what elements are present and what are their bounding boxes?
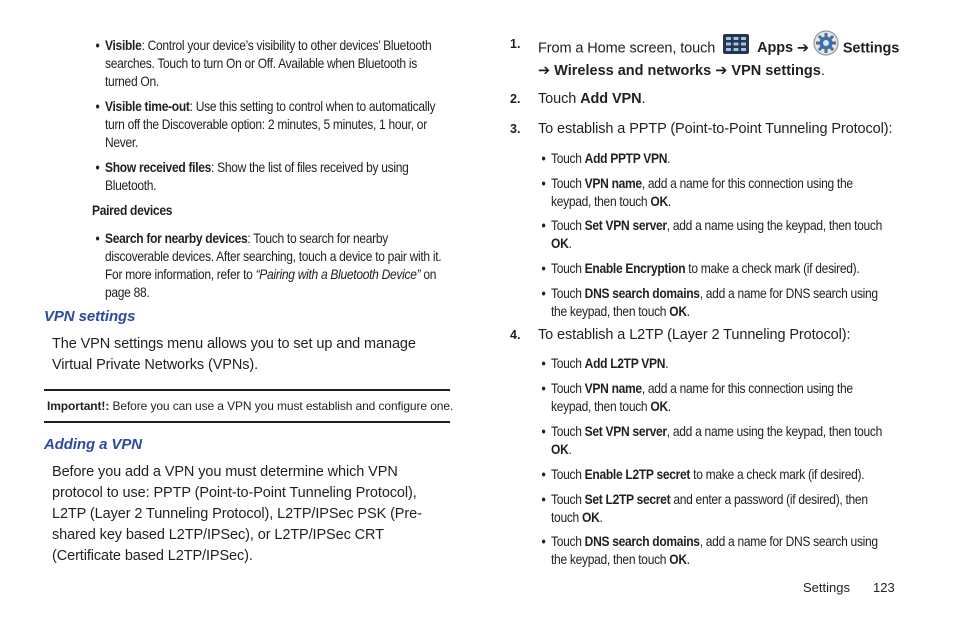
bullet-post: . — [665, 355, 669, 371]
bullet-dot: • — [541, 466, 546, 482]
step2-end: . — [641, 91, 646, 107]
bullet-pre: Touch — [551, 217, 585, 233]
bullet-post: and enter a password (if desired), then touch — [551, 491, 868, 525]
bullet-bold2: OK — [551, 441, 569, 457]
bullet-term: Search for nearby devices — [105, 230, 248, 246]
bullet-dot: • — [95, 230, 100, 246]
important-bottom-rule — [44, 421, 450, 423]
bullet-dot: • — [95, 159, 100, 175]
step2-pre: Touch — [538, 91, 581, 107]
bullet-bold: Set VPN server — [584, 217, 667, 233]
sub-bullet-item — [541, 422, 888, 458]
bullet-term: Visible time-out — [105, 98, 190, 114]
bullet-bold: Set L2TP secret — [584, 491, 671, 507]
bullet-post: , add a name using the keypad, then touch — [666, 217, 883, 233]
bullet-post: , add a name for DNS search using the keypad, then touch — [551, 533, 878, 567]
bullet-end: . — [568, 235, 572, 251]
vpn-settings-heading: VPN settings — [44, 308, 136, 325]
sub-bullet-item — [541, 284, 888, 320]
step-number: 2. — [510, 92, 521, 106]
step1-path: ➔ Wireless and networks ➔ VPN settings — [538, 63, 821, 79]
bullet-search-nearby — [95, 229, 449, 301]
apps-label: Apps — [757, 40, 793, 57]
bullet-bold: Add L2TP VPN — [584, 355, 666, 371]
bullet-bold2: OK — [650, 193, 668, 209]
vpn-settings-body: The VPN settings menu allows you to set up and manage Virtual Private Networks (VPNs). — [52, 336, 416, 373]
bullet-dot: • — [95, 98, 100, 114]
bullet-dot: • — [541, 380, 546, 396]
important-label: Important!: — [47, 399, 110, 413]
step2-text — [538, 89, 645, 110]
sub-bullet-item — [541, 149, 888, 167]
bullet-text: : Control your device’s visibility to other devices’ Bluetooth searches. Touch to turn On or Off. Available when Bluetooth is turned On. — [105, 37, 432, 89]
bullet-text: : Touch to search for nearby discoverable devices. After searching, touch a device to pair with it. For more information, refer to — [105, 230, 442, 282]
step1-line1 — [538, 34, 918, 63]
bullet-post: , add a name for this connection using the keypad, then touch — [551, 380, 853, 414]
bullet-dot: • — [541, 491, 546, 507]
sub-bullet-item — [541, 174, 888, 210]
bullet-show-received — [95, 158, 440, 194]
bullet-end: . — [568, 441, 572, 457]
bullet-bold: Enable L2TP secret — [584, 466, 691, 482]
bullet-visible — [95, 36, 445, 90]
step2-bold: Add VPN — [580, 91, 642, 107]
bullet-bold2: OK — [551, 235, 569, 251]
sub-bullet-item — [541, 465, 888, 483]
footer-page-number: 123 — [873, 580, 895, 595]
bullet-pre: Touch — [551, 285, 585, 301]
important-note — [47, 398, 457, 414]
arrow: ➔ — [796, 40, 809, 57]
bullet-dot: • — [541, 260, 546, 276]
bullet-post: , add a name for DNS search using the keypad, then touch — [551, 285, 878, 319]
bullet-dot: • — [541, 355, 546, 371]
step1-line2 — [538, 61, 825, 82]
bullet-post: . — [667, 150, 671, 166]
bullet-pre: Touch — [551, 423, 585, 439]
step3-text: To establish a PPTP (Point-to-Point Tunneling Protocol): — [538, 121, 893, 137]
bullet-pre: Touch — [551, 533, 585, 549]
paired-devices-heading: Paired devices — [92, 202, 173, 218]
adding-vpn-body: Before you add a VPN you must determine which VPN protocol to use: PPTP (Point-to-Point Tunneling Protocol), L2TP (Layer 2 Tunneling Protocol), L2TP/IPSec PSK (Pre-shared key based L2TP/IPSec), or L2TP/IPSec CRT (Certificate based L2TP/IPSec). — [52, 464, 422, 564]
bullet-end: . — [667, 193, 671, 209]
bullet-visible-timeout — [95, 97, 449, 151]
bullet-bold: Set VPN server — [584, 423, 667, 439]
bullet-pre: Touch — [551, 380, 585, 396]
bullet-term: Visible — [105, 37, 142, 53]
sub-bullet-item — [541, 259, 888, 277]
bullet-dot: • — [95, 37, 100, 53]
bullet-post: , add a name using the keypad, then touch — [666, 423, 883, 439]
sub-bullet-item — [541, 354, 888, 372]
cross-reference-link[interactable]: “Pairing with a Bluetooth Device” — [255, 266, 421, 282]
bullet-pre: Touch — [551, 466, 585, 482]
bullet-text: : Use this setting to control when to automatically turn off the Discoverable option: 2 minutes, 5 minutes, 1 hour, or Never. — [105, 98, 436, 150]
step-number: 3. — [510, 122, 521, 136]
bullet-end: . — [686, 303, 690, 319]
footer-section: Settings — [803, 580, 850, 595]
bullet-dot: • — [541, 175, 546, 191]
bullet-end: . — [599, 509, 603, 525]
bullet-pre: Touch — [551, 150, 585, 166]
bullet-dot: • — [541, 217, 546, 233]
sub-bullet-item — [541, 490, 888, 526]
sub-bullet-item — [541, 379, 888, 415]
adding-vpn-heading: Adding a VPN — [44, 436, 142, 453]
important-text: Before you can use a VPN you must establish and configure one. — [109, 399, 454, 413]
bullet-bold: VPN name — [584, 175, 642, 191]
bullet-dot: • — [541, 533, 546, 549]
bullet-bold2: OK — [582, 509, 600, 525]
step1-end: . — [820, 63, 825, 79]
bullet-pre: Touch — [551, 175, 585, 191]
step4-text: To establish a L2TP (Layer 2 Tunneling Protocol): — [538, 327, 851, 343]
bullet-bold2: OK — [650, 398, 668, 414]
bullet-post: , add a name for this connection using the keypad, then touch — [551, 175, 853, 209]
bullet-bold: Enable Encryption — [584, 260, 686, 276]
step1-pre: From a Home screen, touch — [538, 40, 716, 57]
sub-bullet-item — [541, 216, 888, 252]
bullet-term: Show received files — [105, 159, 212, 175]
sub-bullet-item — [541, 532, 888, 568]
bullet-dot: • — [541, 423, 546, 439]
bullet-post: to make a check mark (if desired). — [685, 260, 860, 276]
bullet-pre: Touch — [551, 355, 585, 371]
important-top-rule — [44, 389, 450, 391]
bullet-post: to make a check mark (if desired). — [690, 466, 865, 482]
bullet-end: . — [686, 551, 690, 567]
bullet-bold2: OK — [669, 303, 687, 319]
bullet-dot: • — [541, 285, 546, 301]
bullet-bold2: OK — [669, 551, 687, 567]
bullet-bold: Add PPTP VPN — [584, 150, 668, 166]
step-number: 4. — [510, 328, 521, 342]
settings-label: Settings — [842, 40, 900, 57]
bullet-bold: DNS search domains — [584, 285, 700, 301]
bullet-text: : Show the list of files received by using Bluetooth. — [105, 159, 409, 193]
apps-grid-icon — [723, 34, 749, 61]
bullet-end: . — [667, 398, 671, 414]
page-reference: on page 88. — [105, 266, 437, 300]
bullet-bold: VPN name — [584, 380, 642, 396]
bullet-pre: Touch — [551, 260, 585, 276]
bullet-bold: DNS search domains — [584, 533, 700, 549]
bullet-dot: • — [541, 150, 546, 166]
step-number: 1. — [510, 37, 521, 51]
bullet-pre: Touch — [551, 491, 585, 507]
settings-gear-icon — [813, 30, 839, 63]
